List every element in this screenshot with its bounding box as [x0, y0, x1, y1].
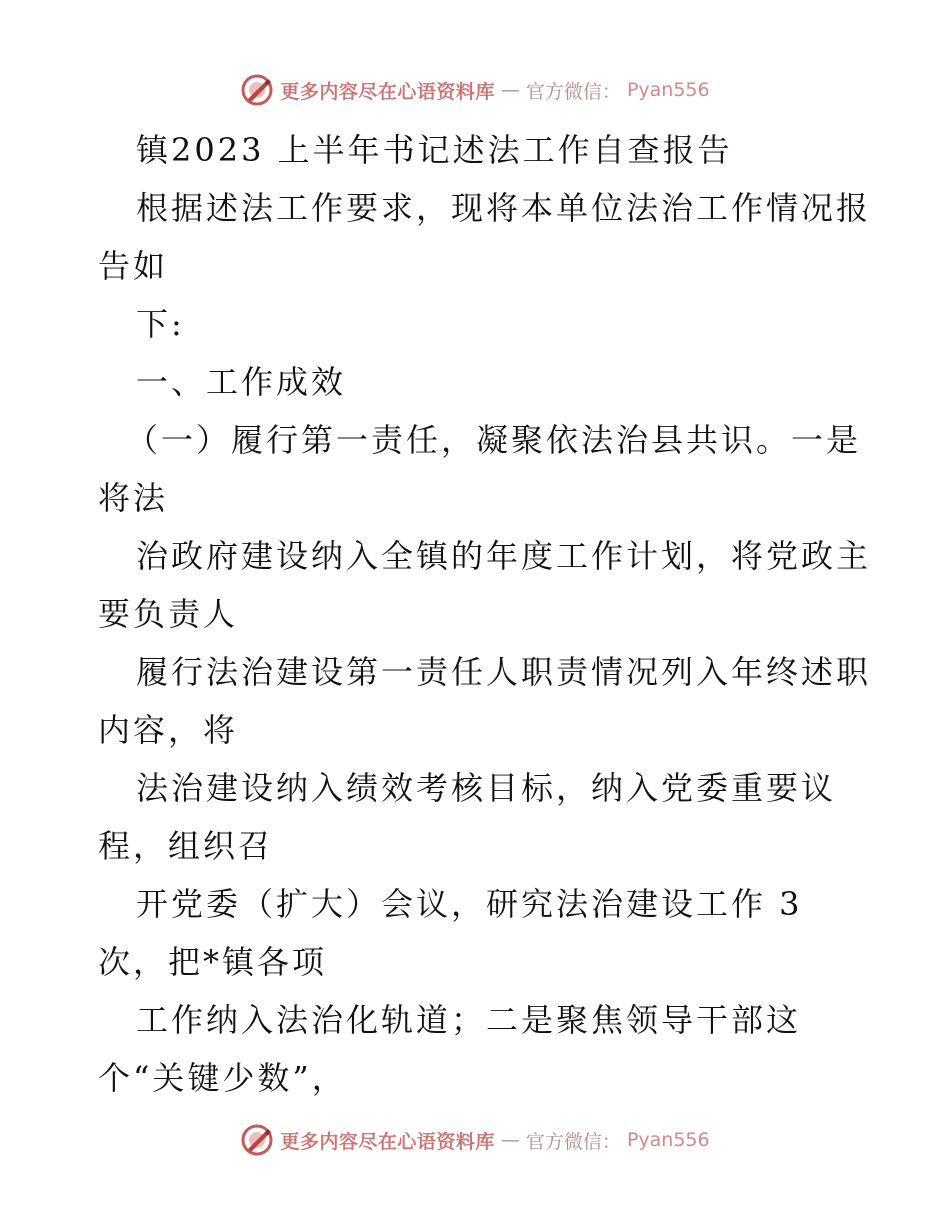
paragraph-line: 要负责人	[98, 595, 239, 633]
watermark-account: Pyan556	[626, 1129, 710, 1151]
header-watermark	[0, 70, 950, 110]
watermark-sub-text: 官方微信：	[525, 1130, 621, 1153]
paragraph-line: 开党委（扩大）会议，研究法治建设工作 3	[136, 885, 803, 923]
watermark-sub-text: 官方微信：	[525, 80, 621, 103]
document-title: 镇2023 上半年书记述法工作自查报告	[136, 131, 733, 169]
paragraph-line: 工作纳入法治化轨道；二是聚焦领导干部这	[136, 1001, 802, 1039]
section-heading: 一、工作成效	[136, 363, 347, 401]
paragraph-line: 将法	[98, 479, 169, 517]
paragraph-line: 下:	[136, 305, 185, 343]
watermark-dash: —	[500, 79, 520, 101]
footer-watermark	[0, 1120, 950, 1160]
watermark-main-text: 更多内容尽在心语资料库	[280, 1130, 495, 1153]
paragraph-line: 程，组织召	[98, 827, 274, 865]
paragraph-line: 法治建设纳入绩效考核目标，纳入党委重要议	[136, 769, 837, 807]
pen-seal-logo-icon	[240, 73, 274, 107]
paragraph-line: 个“关键少数”，	[98, 1059, 347, 1097]
paragraph-line: 告如	[98, 247, 169, 285]
watermark-dash: —	[500, 1129, 520, 1151]
paragraph-line: 根据述法工作要求，现将本单位法治工作情况报	[136, 189, 872, 227]
paragraph-line: 治政府建设纳入全镇的年度工作计划，将党政主	[136, 537, 872, 575]
watermark-main-text: 更多内容尽在心语资料库	[280, 80, 495, 103]
watermark-account: Pyan556	[626, 79, 710, 101]
pen-seal-logo-icon	[240, 1123, 274, 1157]
subsection-heading-line: （一）履行第一责任，凝聚依法治县共识。一是	[126, 421, 862, 459]
paragraph-line: 履行法治建设第一责任人职责情况列入年终述职	[136, 653, 872, 691]
paragraph-line: 次，把*镇各项	[98, 943, 328, 981]
paragraph-line: 内容，将	[98, 711, 239, 749]
